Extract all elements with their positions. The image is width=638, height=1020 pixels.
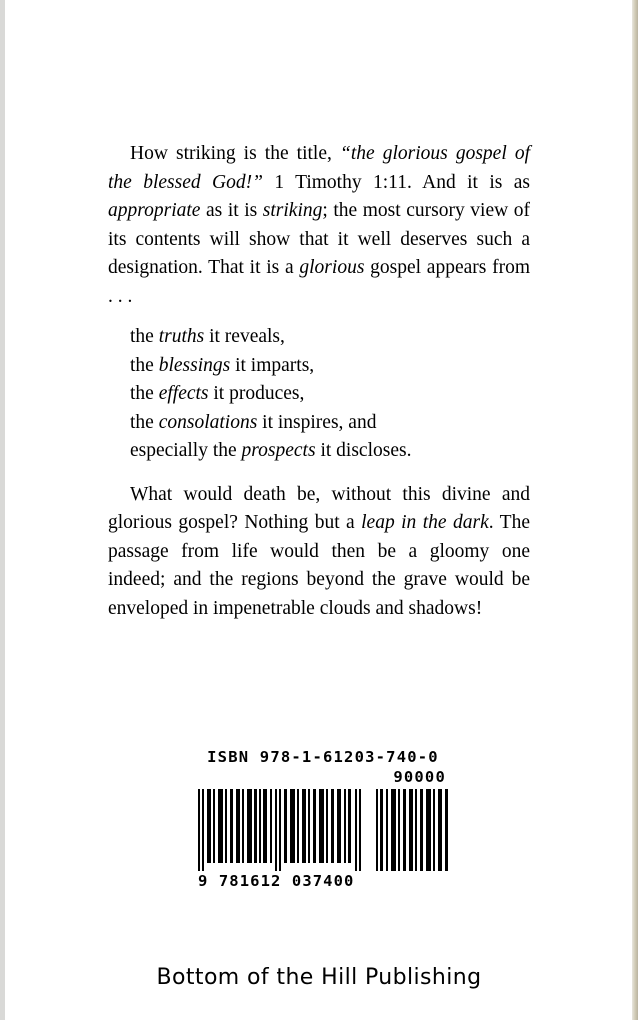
list-item-emphasis: blessings [158,354,231,376]
paragraph-first-emphasis-glorious: glorious [299,257,365,278]
list-item-post: it produces, [208,383,305,404]
paragraph-second [108,481,530,624]
price-code-label: 90000 [393,768,446,786]
list-item [130,437,530,466]
barcode-human-readable: 9 781612 037400 [198,872,355,890]
list-item [130,352,530,381]
list-item-emphasis: consolations [158,411,258,433]
paragraph-first-tail: ; the most cursory view of its contents will show that it well deserves such a designation. That it is a [108,200,530,278]
ean13-bars-icon [198,789,361,871]
list-item-pre: the [130,354,159,376]
paragraph-second-emphasis-leap: leap in the dark [361,512,489,533]
barcode-graphics [198,789,448,890]
paragraph-first-emphasis-appropriate: appropriate [108,200,201,221]
paragraph-first-emphasis-striking: striking [262,200,323,221]
list-item-emphasis: prospects [241,440,316,461]
paragraph-first-end: gospel appears from . . . [108,257,531,307]
page-edge-right [632,0,638,1020]
list-item [130,323,530,352]
list-item-pre: the [130,326,159,347]
paragraph-first-quote: “the glorious gospel of the blessed God!” [108,143,531,193]
paragraph-second-lead: What would death be, without this divine and glorious gospel? Nothing but a [108,483,530,533]
list-item-pre: especially the [130,440,242,461]
paragraph-first-lead: How striking is the title, [130,143,340,164]
ean5-addon-barcode [376,789,448,871]
paragraph-first-reference: 1 Timothy 1:11. And it is as [262,171,530,193]
paragraph-second-tail: . The passage from life would then be a gloomy one indeed; and the regions beyond the grave would be enveloped in impenetrable clouds and shadows! [108,512,530,619]
publisher-name: Bottom of the Hill Publishing [156,965,482,990]
list-item-pre: the [130,383,159,404]
list-item-emphasis: truths [158,326,205,347]
barcode-block [198,748,448,890]
paragraph-first [108,140,530,311]
list-item-post: it reveals, [204,326,285,347]
list-item-emphasis: effects [158,383,209,404]
paragraph-first-mid: as it is [200,200,263,221]
isbn-label: ISBN 978-1-61203-740-0 [207,748,439,766]
ean5-bars-icon [376,789,448,871]
list-item [130,380,530,409]
gospel-attributes-list [108,323,530,466]
back-cover-text-block [108,140,530,623]
list-item [130,409,530,438]
list-item-post: it imparts, [230,354,315,376]
list-item-pre: the [130,411,159,433]
list-item-post: it inspires, and [257,411,377,433]
list-item-post: it discloses. [315,440,412,461]
ean13-barcode [198,789,361,890]
page-edge-left [0,0,5,1020]
